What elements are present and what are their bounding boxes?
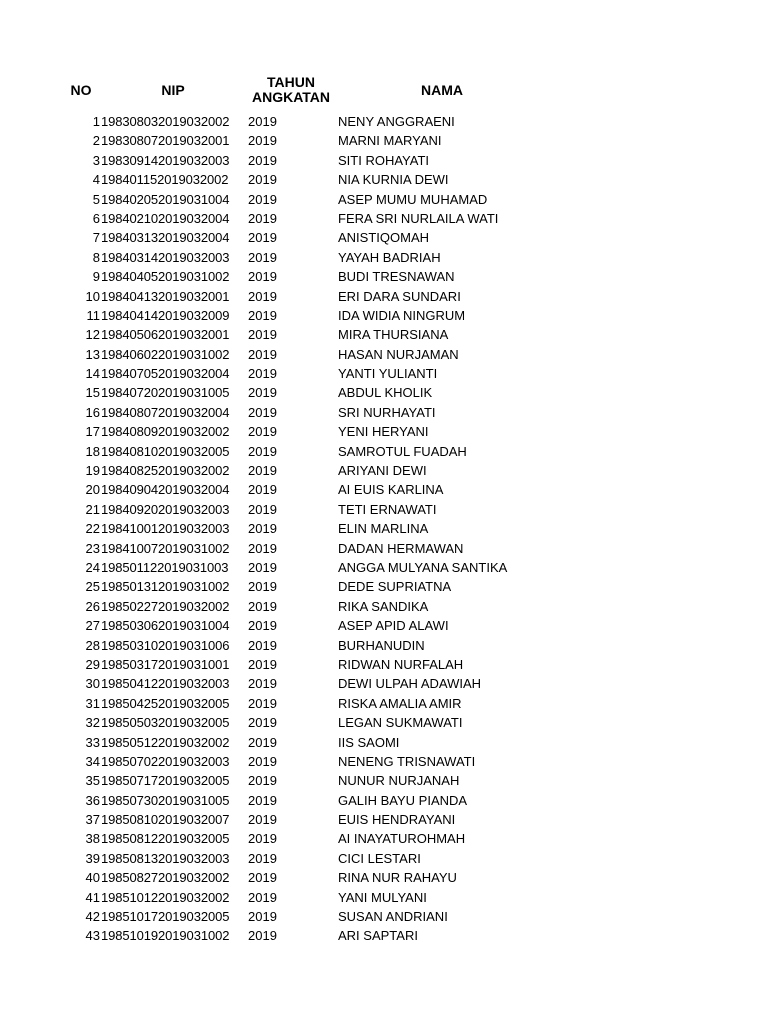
cell-no: 16 bbox=[85, 404, 100, 420]
cell-tahun-angkatan: 2019 bbox=[248, 792, 277, 808]
cell-no: 17 bbox=[85, 424, 100, 440]
cell-tahun-angkatan: 2019 bbox=[248, 482, 277, 498]
cell-nip: 198505122019032002 bbox=[101, 734, 230, 750]
cell-no: 26 bbox=[85, 598, 100, 614]
cell-no: 13 bbox=[85, 346, 100, 362]
cell-no: 19 bbox=[85, 463, 100, 479]
cell-nama: MARNI MARYANI bbox=[338, 133, 442, 149]
cell-nip: 198508272019032002 bbox=[101, 870, 230, 886]
cell-tahun-angkatan: 2019 bbox=[248, 637, 277, 653]
table-row bbox=[0, 306, 768, 325]
table-row bbox=[0, 480, 768, 499]
cell-nip: 198407052019032004 bbox=[101, 366, 230, 382]
cell-nama: BUDI TRESNAWAN bbox=[338, 269, 455, 285]
cell-nama: ERI DARA SUNDARI bbox=[338, 288, 461, 304]
cell-tahun-angkatan: 2019 bbox=[248, 618, 277, 634]
cell-nip: 198508122019032005 bbox=[101, 831, 230, 847]
table-row bbox=[0, 636, 768, 655]
cell-nama: NENENG TRISNAWATI bbox=[338, 753, 476, 769]
table-row bbox=[0, 558, 768, 577]
header-nip: NIP bbox=[161, 81, 185, 98]
cell-nama: DEWI ULPAH ADAWIAH bbox=[338, 676, 482, 692]
cell-no: 8 bbox=[92, 249, 100, 265]
cell-nama: YANI MULYANI bbox=[338, 889, 427, 905]
cell-tahun-angkatan: 2019 bbox=[248, 307, 277, 323]
cell-no: 36 bbox=[85, 792, 100, 808]
cell-tahun-angkatan: 2019 bbox=[248, 443, 277, 459]
cell-no: 27 bbox=[85, 618, 100, 634]
cell-nama: DADAN HERMAWAN bbox=[338, 540, 464, 556]
cell-tahun-angkatan: 2019 bbox=[248, 773, 277, 789]
cell-nama: HASAN NURJAMAN bbox=[338, 346, 459, 362]
cell-tahun-angkatan: 2019 bbox=[248, 831, 277, 847]
cell-nip: 198408252019032002 bbox=[101, 463, 230, 479]
cell-nip: 198504252019032005 bbox=[101, 695, 230, 711]
table-row bbox=[0, 383, 768, 402]
table-row bbox=[0, 112, 768, 131]
cell-tahun-angkatan: 2019 bbox=[248, 656, 277, 672]
cell-nip: 198508132019032003 bbox=[101, 850, 230, 866]
table-header bbox=[0, 72, 768, 108]
cell-tahun-angkatan: 2019 bbox=[248, 191, 277, 207]
table-row bbox=[0, 655, 768, 674]
cell-nama: ARIYANI DEWI bbox=[338, 463, 427, 479]
cell-tahun-angkatan: 2019 bbox=[248, 249, 277, 265]
cell-tahun-angkatan: 2019 bbox=[248, 889, 277, 905]
cell-nip: 198510122019032002 bbox=[101, 889, 230, 905]
cell-nip: 198505032019032005 bbox=[101, 715, 230, 731]
cell-no: 34 bbox=[85, 753, 100, 769]
cell-nama: DEDE SUPRIATNA bbox=[338, 579, 452, 595]
cell-no: 25 bbox=[85, 579, 100, 595]
cell-no: 22 bbox=[85, 521, 100, 537]
cell-nama: RIKA SANDIKA bbox=[338, 598, 429, 614]
table-row bbox=[0, 810, 768, 829]
table-row bbox=[0, 733, 768, 752]
cell-nip: 198402102019032004 bbox=[101, 210, 230, 226]
cell-nip: 198404132019032001 bbox=[101, 288, 230, 304]
cell-no: 11 bbox=[86, 307, 100, 323]
cell-nama: ANISTIQOMAH bbox=[338, 230, 430, 246]
cell-nip: 198409042019032004 bbox=[101, 482, 230, 498]
table-body bbox=[0, 112, 768, 946]
header-no: NO bbox=[70, 81, 92, 98]
cell-nama: AI INAYATUROHMAH bbox=[338, 831, 466, 847]
cell-nama: CICI LESTARI bbox=[338, 850, 421, 866]
cell-no: 24 bbox=[85, 559, 100, 575]
cell-nip: 198503172019031001 bbox=[101, 656, 230, 672]
table-row bbox=[0, 519, 768, 538]
cell-tahun-angkatan: 2019 bbox=[248, 734, 277, 750]
cell-no: 30 bbox=[85, 676, 100, 692]
cell-tahun-angkatan: 2019 bbox=[248, 366, 277, 382]
table-row bbox=[0, 151, 768, 170]
table-row bbox=[0, 325, 768, 344]
cell-nama: AI EUIS KARLINA bbox=[338, 482, 444, 498]
cell-nama: YANTI YULIANTI bbox=[338, 366, 438, 382]
cell-nip: 198402052019031004 bbox=[101, 191, 230, 207]
cell-no: 10 bbox=[85, 288, 100, 304]
cell-no: 35 bbox=[85, 773, 100, 789]
table-row bbox=[0, 616, 768, 635]
table-row bbox=[0, 131, 768, 150]
cell-nip: 198404142019032009 bbox=[101, 307, 230, 323]
cell-tahun-angkatan: 2019 bbox=[248, 579, 277, 595]
cell-nip: 198503102019031006 bbox=[101, 637, 230, 653]
cell-no: 32 bbox=[85, 715, 100, 731]
cell-nama: SUSAN ANDRIANI bbox=[338, 909, 448, 925]
cell-nip: 198309142019032003 bbox=[101, 152, 230, 168]
cell-nama: RISKA AMALIA AMIR bbox=[338, 695, 462, 711]
cell-tahun-angkatan: 2019 bbox=[248, 463, 277, 479]
cell-no: 29 bbox=[85, 656, 100, 672]
table-row bbox=[0, 170, 768, 189]
cell-nip: 198508102019032007 bbox=[101, 812, 230, 828]
cell-nama: ARI SAPTARI bbox=[338, 928, 418, 944]
cell-tahun-angkatan: 2019 bbox=[248, 172, 277, 188]
table-row bbox=[0, 771, 768, 790]
cell-no: 14 bbox=[85, 366, 100, 382]
cell-no: 42 bbox=[85, 909, 100, 925]
cell-nip: 198510172019032005 bbox=[101, 909, 230, 925]
cell-nama: SITI ROHAYATI bbox=[338, 152, 430, 168]
cell-nama: LEGAN SUKMAWATI bbox=[338, 715, 463, 731]
table-row bbox=[0, 849, 768, 868]
table-row bbox=[0, 287, 768, 306]
header-tahun-angkatan: TAHUN ANGKATAN bbox=[251, 74, 331, 105]
table-row bbox=[0, 228, 768, 247]
cell-nip: 198502272019032002 bbox=[101, 598, 230, 614]
cell-nama: ELIN MARLINA bbox=[338, 521, 429, 537]
cell-nip: 198503062019031004 bbox=[101, 618, 230, 634]
cell-nama: BURHANUDIN bbox=[338, 637, 425, 653]
cell-tahun-angkatan: 2019 bbox=[248, 540, 277, 556]
table-row bbox=[0, 248, 768, 267]
cell-no: 9 bbox=[92, 269, 100, 285]
cell-no: 41 bbox=[85, 889, 100, 905]
cell-tahun-angkatan: 2019 bbox=[248, 559, 277, 575]
cell-nama: MIRA THURSIANA bbox=[338, 327, 449, 343]
cell-nip: 198410012019032003 bbox=[101, 521, 230, 537]
cell-tahun-angkatan: 2019 bbox=[248, 210, 277, 226]
cell-tahun-angkatan: 2019 bbox=[248, 501, 277, 517]
cell-no: 23 bbox=[85, 540, 100, 556]
cell-tahun-angkatan: 2019 bbox=[248, 346, 277, 362]
cell-tahun-angkatan: 2019 bbox=[248, 114, 277, 129]
cell-nip: 198410072019031002 bbox=[101, 540, 230, 556]
cell-nama: RINA NUR RAHAYU bbox=[338, 870, 457, 886]
cell-nama: SRI NURHAYATI bbox=[338, 404, 436, 420]
cell-tahun-angkatan: 2019 bbox=[248, 909, 277, 925]
cell-nip: 198507302019031005 bbox=[101, 792, 230, 808]
cell-nama: NIA KURNIA DEWI bbox=[338, 172, 449, 188]
cell-tahun-angkatan: 2019 bbox=[248, 812, 277, 828]
cell-nip: 198406022019031002 bbox=[101, 346, 230, 362]
cell-tahun-angkatan: 2019 bbox=[248, 404, 277, 420]
cell-no: 2 bbox=[92, 133, 100, 149]
cell-nip: 198404052019031002 bbox=[101, 269, 230, 285]
cell-tahun-angkatan: 2019 bbox=[248, 753, 277, 769]
cell-no: 21 bbox=[85, 501, 100, 517]
table-row bbox=[0, 461, 768, 480]
table-row bbox=[0, 422, 768, 441]
cell-nama: TETI ERNAWATI bbox=[338, 501, 437, 517]
table-row bbox=[0, 442, 768, 461]
cell-nama: IDA WIDIA NINGRUM bbox=[338, 307, 466, 323]
table-row bbox=[0, 888, 768, 907]
cell-no: 7 bbox=[92, 230, 100, 246]
cell-nama: YAYAH BADRIAH bbox=[338, 249, 441, 265]
cell-nip: 198405062019032001 bbox=[101, 327, 230, 343]
cell-nip: 198507022019032003 bbox=[101, 753, 230, 769]
table-row bbox=[0, 713, 768, 732]
cell-no: 5 bbox=[92, 191, 100, 207]
cell-tahun-angkatan: 2019 bbox=[248, 327, 277, 343]
cell-nama: EUIS HENDRAYANI bbox=[338, 812, 456, 828]
cell-tahun-angkatan: 2019 bbox=[248, 695, 277, 711]
table-row bbox=[0, 403, 768, 422]
cell-nama: GALIH BAYU PIANDA bbox=[338, 792, 468, 808]
cell-nama: FERA SRI NURLAILA WATI bbox=[338, 210, 499, 226]
cell-nip: 198501312019031002 bbox=[101, 579, 230, 595]
cell-nip: 198510192019031002 bbox=[101, 928, 230, 944]
table-row bbox=[0, 829, 768, 848]
table-row bbox=[0, 345, 768, 364]
cell-nip: 198403142019032003 bbox=[101, 249, 230, 265]
cell-nip: 198308072019032001 bbox=[101, 133, 230, 149]
cell-nama: NUNUR NURJANAH bbox=[338, 773, 460, 789]
cell-nip: 198408092019032002 bbox=[101, 424, 230, 440]
cell-nama: ABDUL KHOLIK bbox=[338, 385, 433, 401]
cell-no: 37 bbox=[85, 812, 100, 828]
table-row bbox=[0, 791, 768, 810]
table-row bbox=[0, 926, 768, 945]
cell-no: 18 bbox=[85, 443, 100, 459]
table-row bbox=[0, 674, 768, 693]
table-row bbox=[0, 752, 768, 771]
cell-tahun-angkatan: 2019 bbox=[248, 385, 277, 401]
cell-no: 39 bbox=[85, 850, 100, 866]
cell-tahun-angkatan: 2019 bbox=[248, 424, 277, 440]
cell-nip: 198407202019031005 bbox=[101, 385, 230, 401]
cell-nip: 198401152019032002 bbox=[101, 172, 229, 188]
table-row bbox=[0, 364, 768, 383]
cell-nama: RIDWAN NURFALAH bbox=[338, 656, 464, 672]
cell-tahun-angkatan: 2019 bbox=[248, 870, 277, 886]
cell-nip: 198504122019032003 bbox=[101, 676, 230, 692]
cell-no: 15 bbox=[85, 385, 100, 401]
cell-nip: 198403132019032004 bbox=[101, 230, 230, 246]
cell-nama: IIS SAOMI bbox=[338, 734, 400, 750]
table-row bbox=[0, 868, 768, 887]
table-row bbox=[0, 694, 768, 713]
cell-nama: YENI HERYANI bbox=[338, 424, 429, 440]
cell-tahun-angkatan: 2019 bbox=[248, 676, 277, 692]
cell-no: 20 bbox=[85, 482, 100, 498]
cell-tahun-angkatan: 2019 bbox=[248, 230, 277, 246]
table-row bbox=[0, 539, 768, 558]
cell-tahun-angkatan: 2019 bbox=[248, 288, 277, 304]
cell-tahun-angkatan: 2019 bbox=[248, 152, 277, 168]
table-row bbox=[0, 500, 768, 519]
cell-tahun-angkatan: 2019 bbox=[248, 598, 277, 614]
cell-nama: ASEP MUMU MUHAMAD bbox=[338, 191, 488, 207]
cell-tahun-angkatan: 2019 bbox=[248, 850, 277, 866]
cell-nama: SAMROTUL FUADAH bbox=[338, 443, 467, 459]
cell-tahun-angkatan: 2019 bbox=[248, 133, 277, 149]
cell-no: 4 bbox=[92, 172, 100, 188]
cell-no: 1 bbox=[92, 114, 100, 129]
cell-nama: NENY ANGGRAENI bbox=[338, 114, 455, 129]
cell-nip: 198308032019032002 bbox=[101, 114, 230, 129]
cell-tahun-angkatan: 2019 bbox=[248, 715, 277, 731]
cell-no: 33 bbox=[85, 734, 100, 750]
cell-no: 12 bbox=[85, 327, 100, 343]
cell-no: 40 bbox=[85, 870, 100, 886]
cell-tahun-angkatan: 2019 bbox=[248, 269, 277, 285]
header-nama: NAMA bbox=[421, 81, 463, 98]
table-row bbox=[0, 577, 768, 596]
table-row bbox=[0, 209, 768, 228]
cell-tahun-angkatan: 2019 bbox=[248, 521, 277, 537]
cell-no: 31 bbox=[85, 695, 100, 711]
cell-nip: 198409202019032003 bbox=[101, 501, 230, 517]
cell-no: 43 bbox=[85, 928, 100, 944]
cell-nama: ANGGA MULYANA SANTIKA bbox=[338, 559, 508, 575]
cell-tahun-angkatan: 2019 bbox=[248, 928, 277, 944]
cell-nip: 198501122019031003 bbox=[101, 559, 229, 575]
cell-nama: ASEP APID ALAWI bbox=[338, 618, 449, 634]
cell-nip: 198507172019032005 bbox=[101, 773, 230, 789]
table-row bbox=[0, 190, 768, 209]
cell-no: 3 bbox=[92, 152, 100, 168]
cell-no: 6 bbox=[92, 210, 100, 226]
cell-nip: 198408102019032005 bbox=[101, 443, 230, 459]
cell-no: 38 bbox=[85, 831, 100, 847]
table-row bbox=[0, 597, 768, 616]
table-row bbox=[0, 907, 768, 926]
cell-no: 28 bbox=[85, 637, 100, 653]
cell-nip: 198408072019032004 bbox=[101, 404, 230, 420]
table-row bbox=[0, 267, 768, 286]
